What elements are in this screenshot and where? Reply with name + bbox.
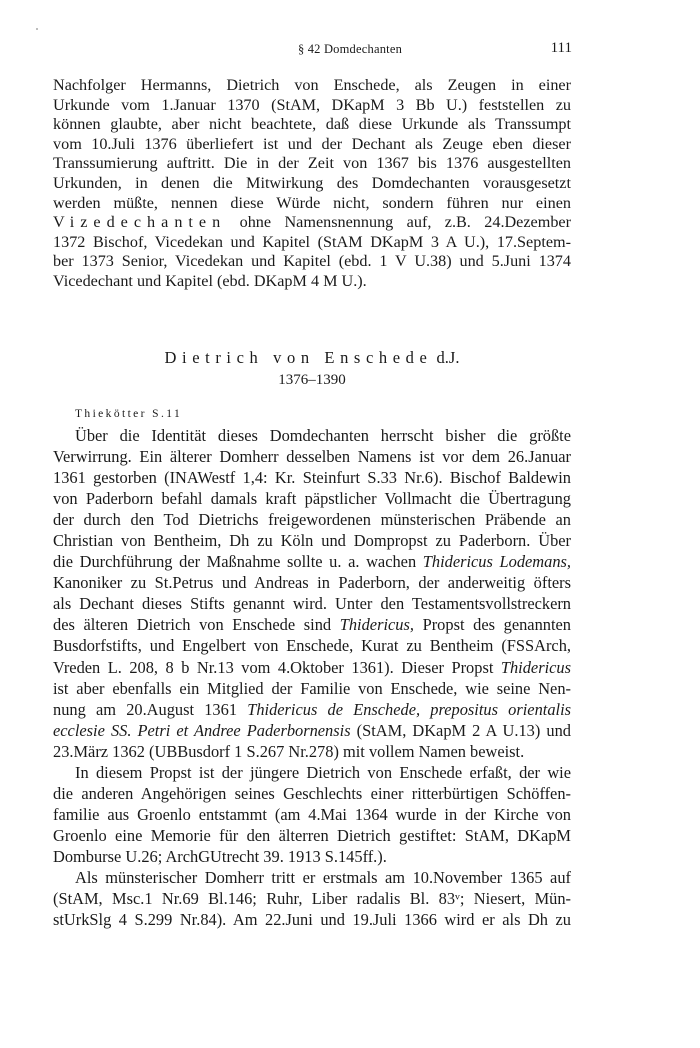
text-line (53, 551, 571, 572)
text-line-last: Domburse U.26; ArchGUtrecht 39. 1913 S.145ff.). (53, 846, 387, 866)
text-line-last: 23.März 1362 (UBBusdorf 1 S.267 Nr.278) mit vollem Namen beweist. (53, 741, 525, 761)
text-line: stUrkSlg 4 S.299 Nr.84). Am 22.Juni und 19.Juli 1366 wird er als Dh zu (53, 910, 571, 930)
latin-quote: Thidericus de Enschede, prepositus orientalis (247, 699, 572, 719)
spaced-term: Vizedechanten (53, 213, 227, 232)
text-line: ist aber ebenfalls ein Mitglied der Familie von Enschede, wie seine Nen- (53, 678, 571, 698)
scan-speck (36, 28, 38, 30)
italic-name: Thidericus Lodemans, (422, 552, 571, 572)
text-line (53, 614, 571, 635)
text-line: In diesem Propst ist der jüngere Dietrich von Enschede erfaßt, der wie (75, 762, 571, 782)
text-line: Groenlo eine Memorie für den älterren Dietrich gestiftet: StAM, DKapM (53, 825, 571, 845)
text-line: können glaubte, aber nicht beachtete, daß diese Urkunde als Transsumpt (53, 115, 571, 134)
text-line (53, 657, 571, 678)
text-line: (StAM, Msc.1 Nr.69 Bl.146; Ruhr, Liber radalis Bl. 83ᵛ; Niesert, Mün- (53, 889, 571, 909)
text-line-last: Vicedechant und Kapitel (ebd. DKapM 4 M U.). (53, 271, 367, 290)
text-line: 1361 gestorben (INAWestf 1,4: Kr. Steinfurt S.33 Nr.6). Bischof Baldewin (53, 468, 571, 488)
text-run: des älteren Dietrich von Enschede sind (53, 615, 340, 635)
text-line: der durch den Tod Dietrichs freigewordenen münsterischen Präbende an (53, 510, 571, 530)
text-line: Urkunden, in denen die Mitwirkung des Domdechanten vorausgesetzt (53, 173, 571, 192)
text-line: Transsumierung auftritt. Die in der Zeit von 1367 bis 1376 ausgestellten (53, 154, 571, 173)
italic-name: Thidericus, (339, 615, 414, 635)
text-line: von Paderborn befahl damals kraft päpstlicher Vollmacht die Übertragung (53, 489, 571, 509)
text-line: Urkunde vom 1.Januar 1370 (StAM, DKapM 3 Bb U.) feststellen zu (53, 95, 571, 114)
entry-dates: 1376–1390 (278, 372, 346, 388)
text-line: als Dechant dieses Stifts genannt wird. Unter den Testamentsvollstreckern (53, 594, 571, 614)
text-line: familie aus Groenlo entstammt (am 4.Mai 1364 wurde in der Kirche von (53, 804, 571, 824)
text-line: Christian von Bentheim, Dh zu Köln und Dompropst zu Paderborn. Über (53, 531, 571, 551)
text-run: Vreden L. 208, 8 b Nr.13 vom 4.Oktober 1361). Dieser Propst (53, 657, 501, 677)
text-line: 1372 Bischof, Vicedekan und Kapitel (StAM DKapM 3 A U.), 17.Septem- (53, 232, 571, 251)
text-line: vom 10.Juli 1376 überliefert ist und der Dechant als Zeuge eben dieser (53, 134, 571, 153)
source-reference: Thiekötter S.11 (75, 408, 183, 420)
entry-name-suffix: d.J. (436, 348, 460, 367)
entry-heading (53, 347, 571, 390)
entry-body (53, 425, 571, 930)
paragraph-continuation (53, 76, 571, 292)
text-line (53, 699, 571, 720)
text-line: werden müßte, nennen diese Würde nicht, sondern führen nur einen (53, 193, 571, 212)
text-run: nung am 20.August 1361 (53, 699, 248, 719)
page-number: 111 (550, 40, 572, 56)
entry-name: Dietrich von Enschede (164, 348, 433, 367)
latin-quote: ecclesie SS. Petri et Andree Paderbornensis (53, 720, 351, 740)
text-run: Propst des genannten (413, 615, 571, 635)
text-line: Busdorfstifts, und Engelbert von Enschede, Kurat zu Bentheim (FSSArch, (53, 636, 571, 656)
text-run: die Durchführung der Maßnahme sollte u. a. wachen (53, 552, 423, 572)
text-line: Verwirrung. Ein älterer Domherr desselben Namens ist vor dem 26.Januar (53, 447, 571, 467)
entry-heading-name (53, 347, 571, 369)
text-line: Als münsterischer Domherr tritt er erstmals am 10.November 1365 auf (75, 867, 571, 887)
running-head (0, 40, 700, 60)
text-run: (StAM, DKapM 2 A U.13) und (350, 720, 571, 740)
text-line: Nachfolger Hermanns, Dietrich von Enschede, als Zeugen in einer (53, 76, 571, 94)
text-line (53, 720, 571, 741)
text-line: die anderen Angehörigen seines Geschlechts einer ritterbürtigen Schöffen- (53, 783, 571, 803)
text-line (53, 213, 571, 233)
text-line: ber 1373 Senior, Vicedekan und Kapitel (ebd. 1 V U.38) und 5.Juni 1374 (53, 252, 571, 271)
italic-name: Thidericus (500, 657, 571, 677)
text-line: Kanoniker zu St.Petrus und Andreas in Paderborn, der anderweitig öfters (53, 573, 571, 593)
text-run: ohne Namensnennung auf, z.B. 24.Dezember (239, 213, 571, 232)
running-title: § 42 Domdechanten (297, 42, 403, 56)
text-line: Über die Identität dieses Domdechanten herrscht bisher die größte (75, 426, 571, 445)
